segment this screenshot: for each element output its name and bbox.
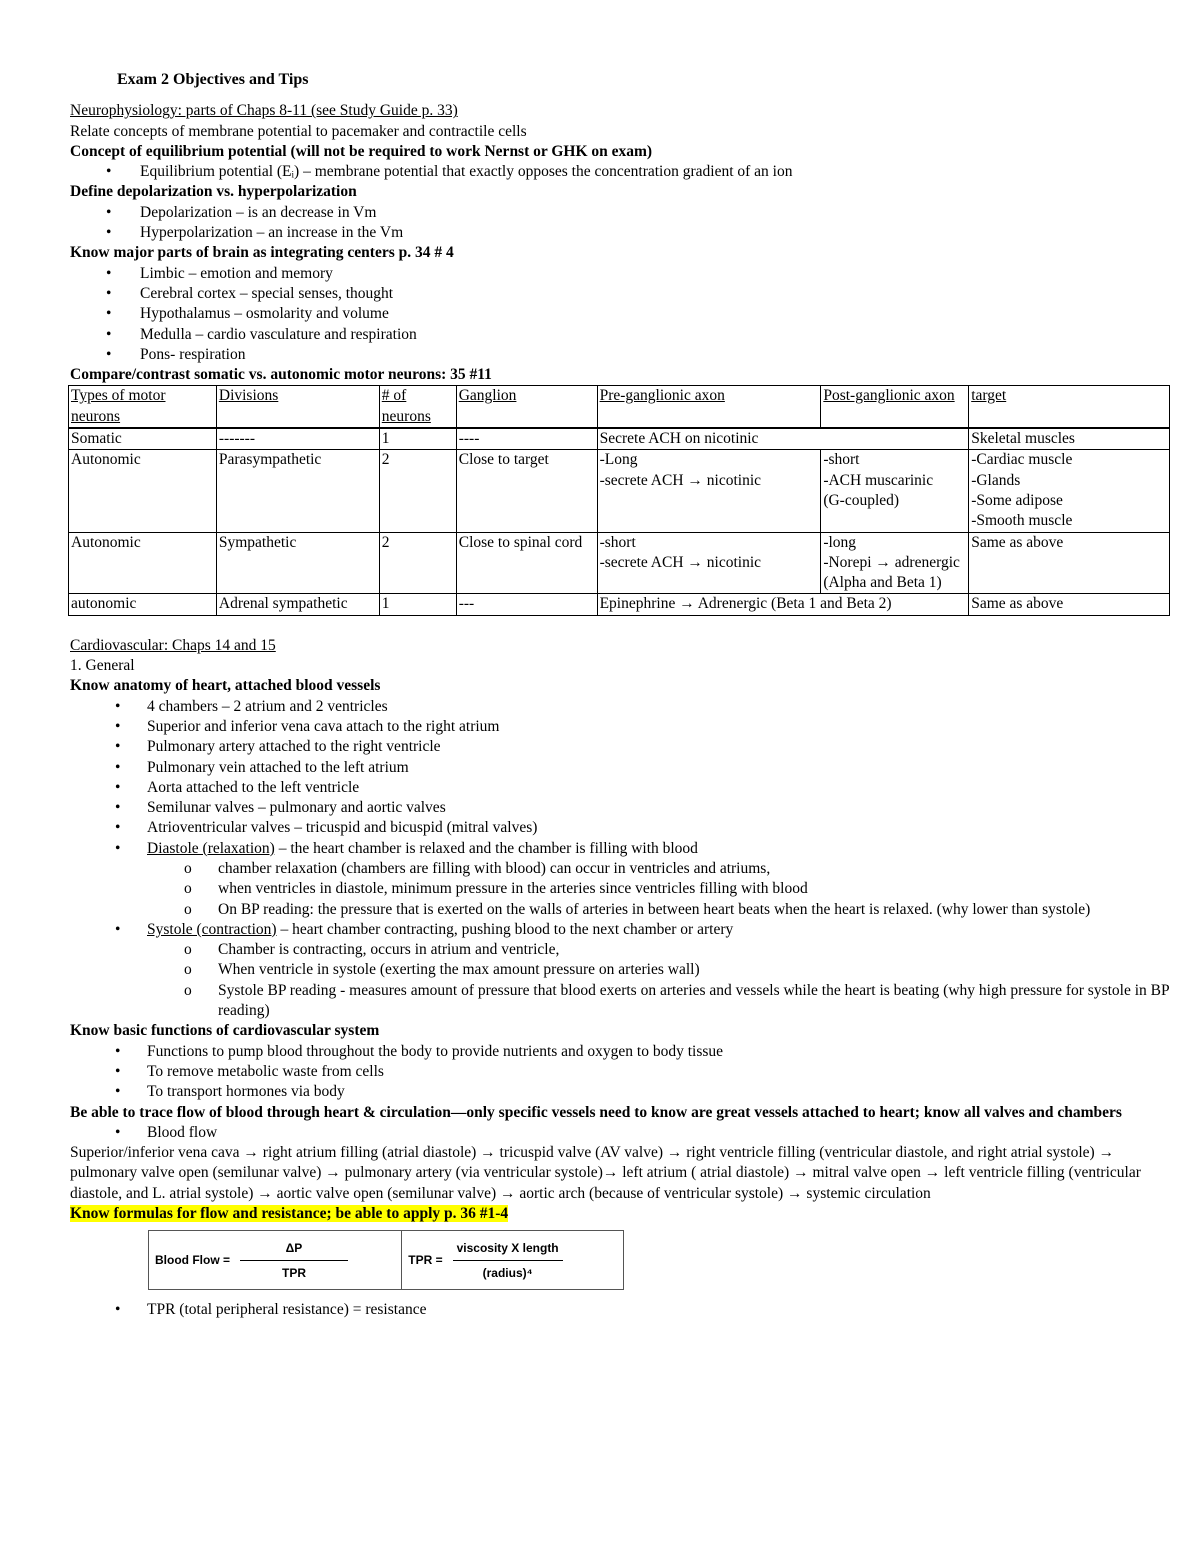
table-cell: Close to target	[456, 450, 597, 532]
table-row	[69, 532, 1170, 594]
functions-heading: Know basic functions of cardiovascular system	[70, 1022, 380, 1040]
equilibrium-heading: Concept of equilibrium potential (will not be required to work Nernst or GHK on exam)	[70, 142, 653, 160]
column-header: Ganglion	[456, 386, 597, 428]
diastole-sublist	[70, 859, 1170, 920]
equilibrium-list	[70, 162, 1170, 182]
cell-line: -short	[599, 533, 636, 551]
list-item: • To transport hormones via body	[70, 1082, 1170, 1102]
table-cell: Same as above	[969, 532, 1170, 594]
formulas-heading: Know formulas for flow and resistance; be able to apply p. 36 #1-4	[70, 1205, 509, 1223]
cell-line: -secrete ACH → nicotinic	[599, 553, 762, 571]
depolarization-heading: Define depolarization vs. hyperpolarization	[70, 183, 357, 201]
list-item: • Hypothalamus – osmolarity and volume	[70, 304, 1170, 324]
table-cell: 2	[379, 450, 456, 532]
document-title: Exam 2 Objectives and Tips	[117, 71, 309, 88]
table-row	[69, 428, 1170, 450]
cell-line: -long	[823, 533, 857, 551]
list-item: • Superior and inferior vena cava attach to the right atrium	[70, 717, 1170, 737]
formula-denominator: TPR	[282, 1265, 306, 1280]
list-item: • Pons- respiration	[70, 345, 1170, 365]
list-item-systole	[70, 920, 1170, 940]
cell-line: -ACH muscarinic	[823, 471, 934, 489]
formula-numerator: ΔP	[240, 1238, 348, 1261]
cardio-section-heading: Cardiovascular: Chaps 14 and 15	[70, 636, 276, 654]
column-header: Post-ganglionic axon	[821, 386, 969, 428]
list-item: • Blood flow	[70, 1123, 1170, 1143]
table-cell: -------	[216, 428, 379, 450]
table-cell	[821, 532, 969, 594]
table-header-row	[69, 386, 1170, 428]
cell-line: -Glands	[971, 471, 1021, 489]
table-cell: 2	[379, 532, 456, 594]
list-item: • Medulla – cardio vasculature and respiration	[70, 325, 1170, 345]
list-item-diastole	[70, 839, 1170, 859]
systole-list	[70, 920, 1170, 940]
list-item: • 4 chambers – 2 atrium and 2 ventricles	[70, 697, 1170, 717]
blood-flow-path: Superior/inferior vena cava → right atrium filling (atrial diastole) → tricuspid valve (AV valve) → right ventricle filling (ventricular diastole, and right atrial systole) → pulmonary valve open (semilunar valve) → pulmonary artery (via ventricular systole)→ left atrium ( atrial diastole) → mitral valve open → left ventricle filling (ventricular diastole, and L. atrial systole) → aortic valve open (semilunar valve) → aortic arch (because of ventricular systole) → systemic circulation	[70, 1144, 1141, 1202]
table-cell: Skeletal muscles	[969, 428, 1170, 450]
trace-heading: Be able to trace flow of blood through heart & circulation—only specific vessels need to know are great vessels attached to heart; know all valves and chambers	[70, 1103, 1122, 1121]
table-cell: autonomic	[69, 594, 217, 615]
cell-line: -secrete ACH → nicotinic	[599, 471, 762, 489]
sub-list-item: o when ventricles in diastole, minimum pressure in the arteries since ventricles filling with blood	[70, 879, 1170, 899]
tpr-formula	[401, 1231, 623, 1289]
diastole-term: Diastole (relaxation)	[147, 839, 275, 857]
column-header: Types of motor neurons	[69, 386, 217, 428]
systole-definition: – heart chamber contracting, pushing blood to the next chamber or artery	[276, 920, 734, 938]
brain-heading: Know major parts of brain as integrating centers p. 34 # 4	[70, 244, 454, 262]
sub-list-item: o On BP reading: the pressure that is exerted on the walls of arteries in between heart beats when the heart is relaxed. (why lower than systole)	[70, 900, 1170, 920]
cell-line: -short	[823, 451, 860, 469]
cell-line: -Long	[599, 451, 638, 469]
brain-list	[70, 264, 1170, 365]
table-row	[69, 594, 1170, 615]
anatomy-list	[70, 697, 1170, 859]
column-header: Divisions	[216, 386, 379, 428]
table-cell: Autonomic	[69, 450, 217, 532]
document-body	[70, 70, 1170, 1321]
table-cell: ----	[456, 428, 597, 450]
list-item: • Depolarization – is an decrease in Vm	[70, 203, 1170, 223]
cell-line: -Norepi → adrenergic	[823, 553, 960, 571]
list-item: • Limbic – emotion and memory	[70, 264, 1170, 284]
sub-list-item: o Chamber is contracting, occurs in atrium and ventricle,	[70, 940, 1170, 960]
list-item: • Functions to pump blood throughout the body to provide nutrients and oxygen to body tissue	[70, 1042, 1170, 1062]
column-header: Pre-ganglionic axon	[597, 386, 821, 428]
diastole-definition: – the heart chamber is relaxed and the chamber is filling with blood	[274, 839, 698, 857]
functions-list	[70, 1042, 1170, 1103]
systole-sublist	[70, 940, 1170, 1021]
systole-term: Systole (contraction)	[147, 920, 277, 938]
column-header: target	[969, 386, 1170, 428]
cell-line: -Smooth muscle	[971, 512, 1073, 530]
compare-heading: Compare/contrast somatic vs. autonomic motor neurons: 35 #11	[70, 366, 492, 384]
formulas-heading-wrap	[70, 1204, 1170, 1224]
list-item: • Equilibrium potential (Eᵢ) – membrane potential that exactly opposes the concentration gradient of an ion	[70, 162, 1170, 182]
table-cell	[597, 450, 821, 532]
table-cell	[597, 532, 821, 594]
sub-list-item: o chamber relaxation (chambers are filling with blood) can occur in ventricles and atriums,	[70, 859, 1170, 879]
tpr-list	[70, 1300, 1170, 1320]
table-row	[69, 450, 1170, 532]
table-cell: Autonomic	[69, 532, 217, 594]
table-cell: 1	[379, 594, 456, 615]
general-subheading: 1. General	[70, 657, 135, 675]
blood-flow-list	[70, 1123, 1170, 1143]
table-cell: Close to spinal cord	[456, 532, 597, 594]
relate-objective: Relate concepts of membrane potential to pacemaker and contractile cells	[70, 122, 527, 140]
list-item: • Pulmonary artery attached to the right ventricle	[70, 737, 1170, 757]
anatomy-heading: Know anatomy of heart, attached blood vessels	[70, 677, 381, 695]
list-item: • Hyperpolarization – an increase in the Vm	[70, 223, 1170, 243]
formula-denominator: (radius)⁴	[482, 1265, 533, 1280]
cell-line: (Alpha and Beta 1)	[823, 574, 942, 592]
list-item: • TPR (total peripheral resistance) = resistance	[70, 1300, 1170, 1320]
formula-image	[148, 1230, 624, 1290]
list-item: • Aorta attached to the left ventricle	[70, 778, 1170, 798]
list-item: • Pulmonary vein attached to the left atrium	[70, 758, 1170, 778]
formula-label: Blood Flow =	[155, 1253, 230, 1268]
cell-line: -Cardiac muscle	[971, 451, 1073, 469]
depolarization-list	[70, 203, 1170, 244]
table-cell: Secrete ACH on nicotinic	[597, 428, 969, 450]
neuro-section-heading: Neurophysiology: parts of Chaps 8-11 (see Study Guide p. 33)	[70, 102, 458, 120]
table-cell: Same as above	[969, 594, 1170, 615]
list-item: • Cerebral cortex – special senses, thought	[70, 284, 1170, 304]
motor-neuron-table	[68, 385, 1170, 615]
list-item: • Semilunar valves – pulmonary and aortic valves	[70, 798, 1170, 818]
table-cell: 1	[379, 428, 456, 450]
table-cell	[969, 450, 1170, 532]
list-item: • Atrioventricular valves – tricuspid and bicuspid (mitral valves)	[70, 818, 1170, 838]
formula-fraction	[453, 1238, 563, 1284]
formula-numerator: viscosity X length	[453, 1238, 563, 1261]
table-cell: Adrenal sympathetic	[216, 594, 379, 615]
formula-label: TPR =	[408, 1253, 443, 1268]
list-item: • To remove metabolic waste from cells	[70, 1062, 1170, 1082]
sub-list-item: o Systole BP reading - measures amount of pressure that blood exerts on arteries and vessels while the heart is beating (why high pressure for systole in BP reading)	[70, 981, 1170, 1022]
sub-list-item: o When ventricle in systole (exerting the max amount pressure on arteries wall)	[70, 960, 1170, 980]
cell-line: (G-coupled)	[823, 491, 900, 509]
table-cell: Parasympathetic	[216, 450, 379, 532]
table-cell: Sympathetic	[216, 532, 379, 594]
blood-flow-formula	[149, 1231, 401, 1289]
cell-line: -Some adipose	[971, 491, 1063, 509]
table-cell	[821, 450, 969, 532]
formula-fraction	[240, 1238, 348, 1284]
column-header: # of neurons	[379, 386, 456, 428]
table-cell: Epinephrine → Adrenergic (Beta 1 and Beta 2)	[597, 594, 969, 615]
table-cell: ---	[456, 594, 597, 615]
table-cell: Somatic	[69, 428, 217, 450]
